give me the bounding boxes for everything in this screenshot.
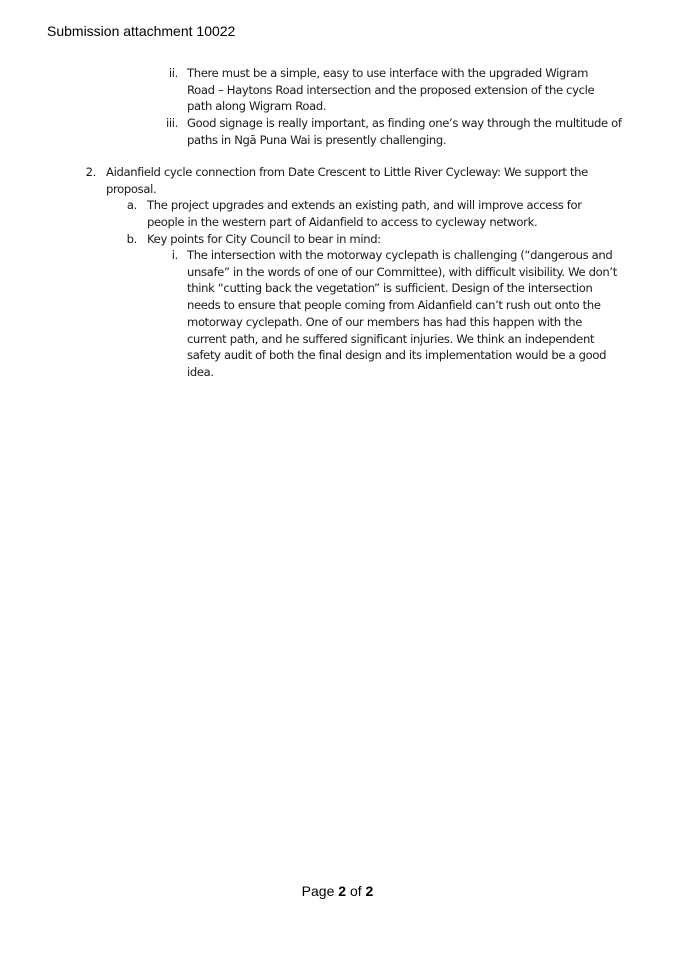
list-marker: b. xyxy=(126,232,137,246)
list-marker: a. xyxy=(126,198,137,212)
page-of-label: of xyxy=(346,883,366,899)
page-number-footer xyxy=(0,883,675,900)
total-page-count: 2 xyxy=(365,883,374,899)
current-page-number: 2 xyxy=(338,883,347,899)
list-marker: i. xyxy=(171,248,178,262)
list-item-text: There must be a simple, easy to use interface with the upgraded Wigram Road – Haytons Road intersection and the proposed extension of the cycle path along Wigram Road. xyxy=(187,66,595,114)
list-item-text: The project upgrades and extends an existing path, and will improve access for people in the western part of Aidanfield to access to cycleway network. xyxy=(147,198,582,229)
list-item-text: Aidanfield cycle connection from Date Crescent to Little River Cycleway: We support the proposal. xyxy=(106,165,588,196)
document-header: Submission attachment 10022 xyxy=(47,23,236,39)
list-marker: 2. xyxy=(85,165,96,179)
list-item-text: The intersection with the motorway cyclepath is challenging (“dangerous and unsafe” in the words of one of our Committee), with difficult visibility. We don’t think “cutting back the vegetation” is sufficient. Design of the intersection needs to ensure that people coming from Aidanfield can’t rush out onto the motorway cyclepath. One of our members has had this happen with the current path, and he suffered significant injuries. We think an independent safety audit of both the final design and its implementation would be a good idea. xyxy=(187,248,617,379)
page-label: Page xyxy=(301,883,339,899)
list-marker: iii. xyxy=(166,116,178,130)
list-item-text: Good signage is really important, as finding one’s way through the multitude of paths in Ngā Puna Wai is presently challenging. xyxy=(187,116,622,147)
list-marker: ii. xyxy=(168,66,178,80)
list-item-text: Key points for City Council to bear in mind: xyxy=(147,232,381,246)
